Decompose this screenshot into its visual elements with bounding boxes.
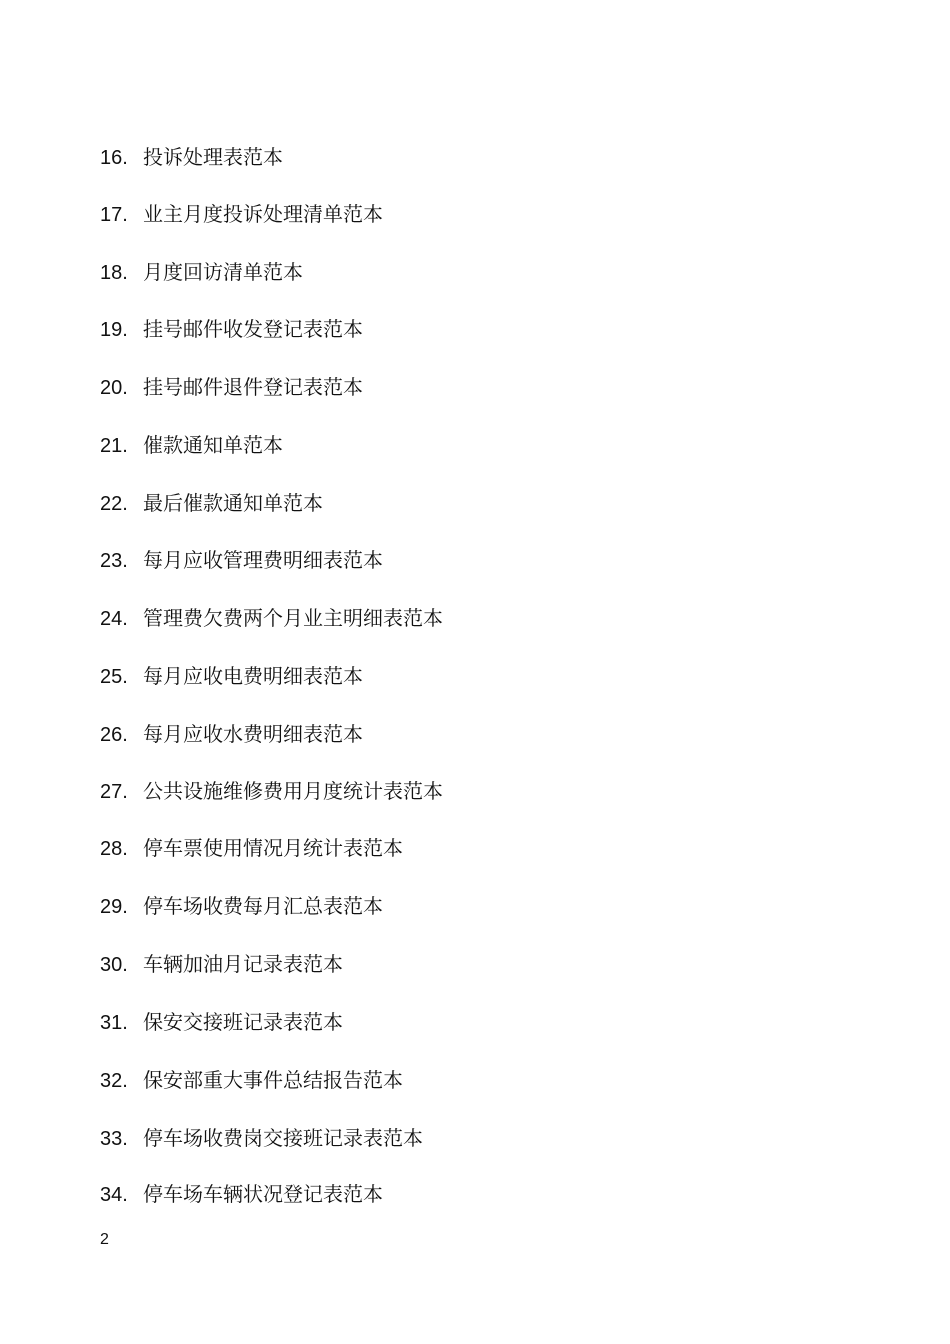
item-number: 33. [100, 1128, 128, 1150]
item-number: 32. [100, 1070, 128, 1092]
list-item [100, 603, 443, 633]
item-text: 停车场收费岗交接班记录表范本 [143, 1126, 423, 1150]
list-item [100, 314, 363, 344]
item-number: 27. [100, 781, 128, 803]
item-text: 保安交接班记录表范本 [143, 1010, 343, 1034]
list-item [100, 1007, 343, 1037]
item-number: 18. [100, 262, 128, 284]
item-number: 17. [100, 204, 128, 226]
item-text: 停车场收费每月汇总表范本 [143, 894, 383, 918]
item-number: 20. [100, 377, 128, 399]
list-item [100, 949, 343, 979]
list-item [100, 545, 383, 575]
page-number: 2 [100, 1231, 109, 1248]
item-number: 31. [100, 1012, 128, 1034]
list-item [100, 372, 363, 402]
list-item [100, 833, 403, 863]
list-item [100, 199, 383, 229]
item-text: 挂号邮件退件登记表范本 [143, 375, 363, 399]
list-item [100, 891, 383, 921]
list-item [100, 661, 363, 691]
item-number: 16. [100, 147, 128, 169]
list-item [100, 1065, 403, 1095]
list-item [100, 142, 283, 172]
item-text: 车辆加油月记录表范本 [143, 952, 343, 976]
item-text: 每月应收电费明细表范本 [143, 664, 363, 688]
item-text: 公共设施维修费用月度统计表范本 [143, 779, 443, 803]
item-text: 保安部重大事件总结报告范本 [143, 1068, 403, 1092]
item-text: 月度回访清单范本 [143, 260, 303, 284]
item-text: 停车场车辆状况登记表范本 [143, 1182, 383, 1206]
item-text: 催款通知单范本 [143, 433, 283, 457]
item-text: 业主月度投诉处理清单范本 [143, 202, 383, 226]
item-text: 管理费欠费两个月业主明细表范本 [143, 606, 443, 630]
list-item [100, 1123, 423, 1153]
item-number: 24. [100, 608, 128, 630]
item-text: 每月应收水费明细表范本 [143, 722, 363, 746]
item-number: 34. [100, 1184, 128, 1206]
list-item [100, 430, 283, 460]
item-number: 25. [100, 666, 128, 688]
item-text: 每月应收管理费明细表范本 [143, 548, 383, 572]
list-item [100, 488, 323, 518]
item-number: 21. [100, 435, 128, 457]
item-number: 30. [100, 954, 128, 976]
item-number: 22. [100, 493, 128, 515]
item-number: 28. [100, 838, 128, 860]
item-text: 投诉处理表范本 [143, 145, 283, 169]
list-item [100, 776, 443, 806]
item-number: 26. [100, 724, 128, 746]
list-item [100, 1179, 383, 1209]
item-number: 19. [100, 319, 128, 341]
item-text: 挂号邮件收发登记表范本 [143, 317, 363, 341]
list-item [100, 719, 363, 749]
item-number: 29. [100, 896, 128, 918]
list-item [100, 257, 303, 287]
item-text: 停车票使用情况月统计表范本 [143, 836, 403, 860]
item-number: 23. [100, 550, 128, 572]
item-text: 最后催款通知单范本 [143, 491, 323, 515]
